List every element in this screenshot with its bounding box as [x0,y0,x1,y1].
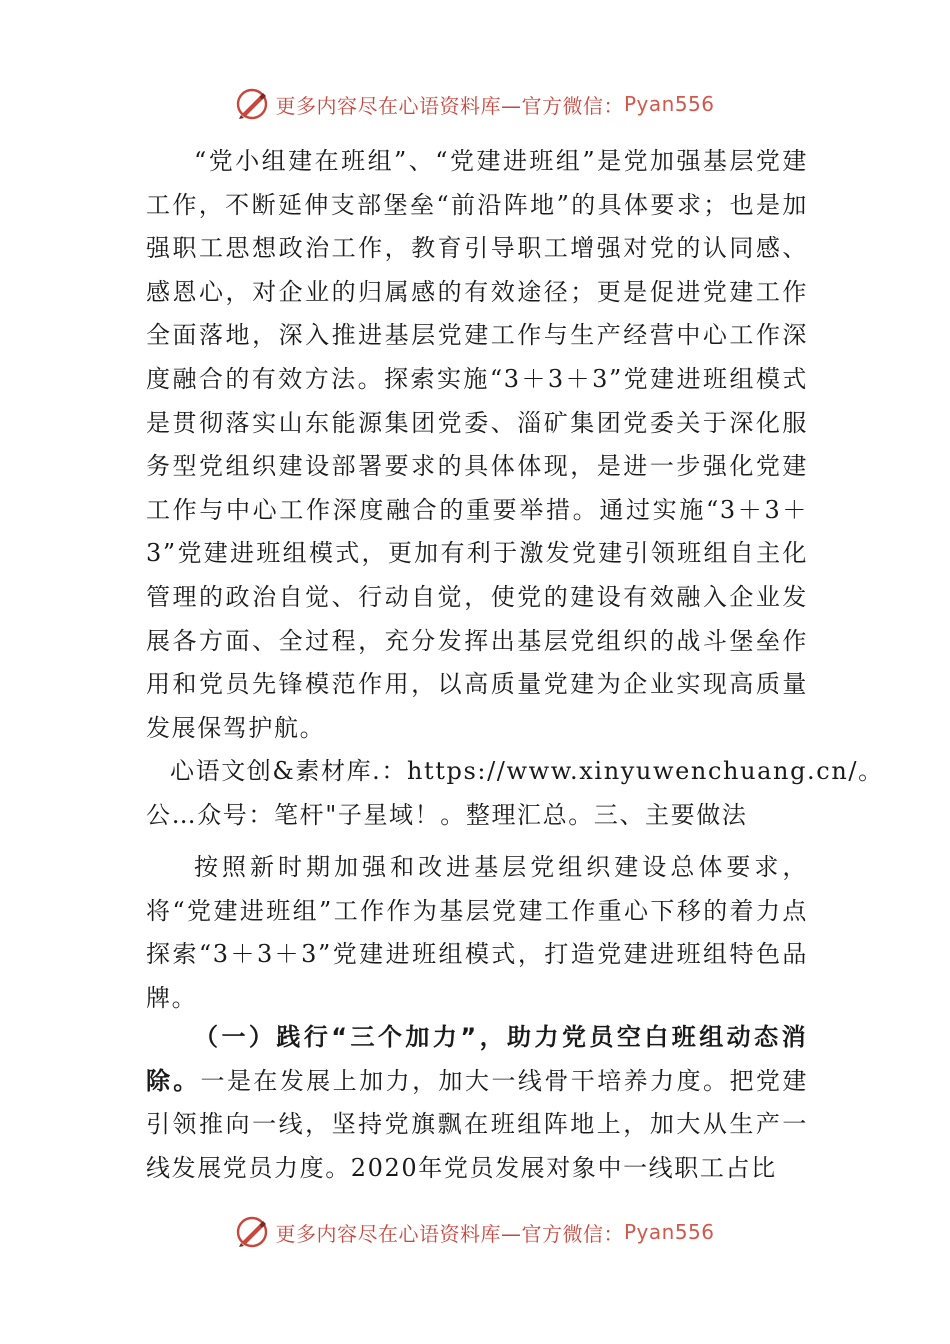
source-note-line-2: 公…众号：笔杆"子星域！。整理汇总。三、主要做法 [146,800,748,829]
banner-wechat-id: Pyan556 [623,92,715,116]
source-note-line-1: 心语文创&素材库.：https://www.xinyuwenchuang.cn/。 [170,757,884,785]
section-one-heading: （一）践行“三个加力”，助力党员空白班组动态消除。 [146,1023,808,1095]
document-body [146,140,884,1196]
banner-text: 更多内容尽在心语资料库—官方微信： [275,93,624,118]
paragraph-approach: 按照新时期加强和改进基层党组织建设总体要求，将“党建进班组”工作作为基层党建工作重心下移的着力点探索“3＋3＋3”党建进班组模式，打造党建进班组特色品牌。 [146,853,808,1012]
pen-circle-logo-icon [235,1215,269,1249]
footer-banner[interactable] [0,1212,950,1252]
pen-circle-logo-icon [235,87,269,121]
source-note [146,750,884,846]
banner-text: 更多内容尽在心语资料库—官方微信： [275,1221,624,1246]
paragraph-intro: “党小组建在班组”、“党建进班组”是党加强基层党建工作，不断延伸支部堡垒“前沿阵地”的具体要求；也是加强职工思想政治工作，教育引导职工增强对党的认同感、感恩心，对企业的归属感的有效途径；更是促进党建工作全面落地，深入推进基层党建工作与生产经营中心工作深度融合的有效方法。探索实施“3＋3＋3”党建进班组模式是贯彻落实山东能源集团党委、淄矿集团党委关于深化服务型党组织建设部署要求的具体体现，是进一步强化党建工作与中心工作深度融合的重要举措。通过实施“3＋3＋3”党建进班组模式，更加有利于激发党建引领班组自主化管理的政治自觉、行动自觉，使党的建设有效融入企业发展各方面、全过程，充分发挥出基层党组织的战斗堡垒作用和党员先锋模范作用，以高质量党建为企业实现高质量发展保驾护航。 [146,147,808,742]
header-banner[interactable] [0,84,950,124]
banner-wechat-id: Pyan556 [623,1220,715,1244]
paragraph-section-one [146,1016,808,1196]
section-one-text: 一是在发展上加力，加大一线骨干培养力度。把党建引领推向一线，坚持党旗飘在班组阵地上，加大从生产一线发展党员力度。2020年党员发展对象中一线职工占比 [146,1066,808,1182]
